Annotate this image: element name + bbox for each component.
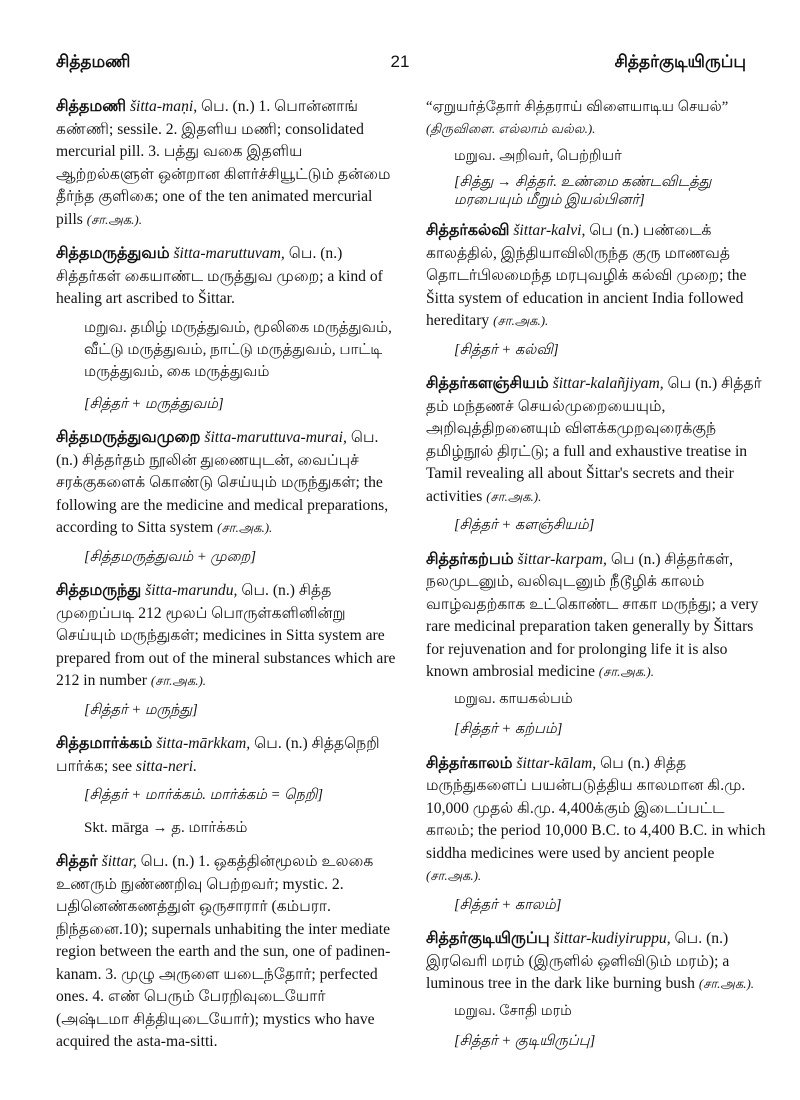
entry-sittarkalam [426, 753, 768, 917]
headword: சித்தமார்க்கம் [56, 735, 153, 752]
transliteration: šitta-maruttuva-murai, [204, 429, 347, 446]
transliteration: šittar, [101, 853, 137, 870]
source-ref: (சா.அக.). [426, 868, 482, 883]
transliteration: šitta-marundu, [145, 582, 238, 599]
etymology: [சித்தர் + குடியிருப்பு] [454, 1033, 596, 1049]
etymology: [சித்தர் + கற்பம்] [454, 721, 563, 737]
page-number: 21 [390, 52, 410, 71]
entry-sittar [56, 851, 401, 1054]
definition: பெ (n.) சித்தர் தம் மந்தணச் செயல்முறையையும், அறிவுத்திறனையும் விளக்கமுறவுரைக்குந் தமிழ்நூல் திரட்டு; a full and exhaustive treatise in Tamil revealing all about Šittar's secrets and their activities [426, 375, 762, 505]
headword: சித்தர்காலம் [426, 754, 513, 772]
definition: பெ. (n.) சித்தர்தம் நூலின் துணையுடன், வைப்புச் சரக்குகளைக் கொண்டு செய்யும் மருந்துகள்; the following are the medicine and medical preparations, according to Sitta system [56, 429, 389, 536]
definition: பெ (n.) பண்டைக் காலத்தில், இந்தியாவிலிருந்த குரு மாணவத் தொடர்பிலமைந்த மரபுவழிக் கல்வி முறை; the Šitta system of education in ancient India followed hereditary [426, 222, 747, 329]
transliteration: šittar-kalañjiyam, [552, 375, 664, 392]
headword: சித்தர்களஞ்சியம் [426, 375, 549, 392]
source-ref: (சா.அக.). [217, 520, 273, 535]
source-ref: (சா.அக.). [493, 313, 549, 328]
running-header [38, 52, 762, 78]
transliteration: šitta-maṇi, [129, 98, 198, 115]
entry-sittarkalvi [426, 220, 768, 361]
source-ref: (சா.அக.). [486, 488, 542, 504]
left-column [56, 96, 401, 1066]
headword: சித்தமணி [56, 98, 127, 115]
quote-text: “ஏறுயர்த்தோர் சித்தராய் விளையாடிய செயல்” [426, 99, 729, 115]
transliteration: šittar-kālam, [516, 754, 597, 772]
synonyms: மறுவ. தமிழ் மருத்துவம், மூலிகை மருத்துவம், வீட்டு மருத்துவம், நாட்டு மருத்துவம், பாட்டி மருத்துவம், கை மருத்துவம் [84, 319, 392, 380]
quote-source: (திருவிளை. எல்லாம் வல்ல.). [426, 121, 596, 136]
transliteration: šitta-mārkkam, [156, 735, 251, 752]
etymology: [சித்தர் + கல்வி] [454, 341, 559, 358]
etymology: [சித்தர் + மருத்துவம்] [84, 395, 224, 412]
definition: பெ (n.) சித்தர்கள், நலமுடனும், வலிவுடனும் நீடூழிக் காலம் வாழ்வதற்காக உட்கொண்ட சாகா மருந்து; a very rare medicinal preparation taken generally by Šittars for rejuvenation and for prolonging life it is also known ambrosial medicine [426, 550, 759, 680]
etymology: [சித்தர் + மருந்து] [84, 701, 198, 718]
right-column [426, 96, 768, 1065]
headword: சித்தமருத்துவமுறை [56, 429, 201, 446]
entry-sittamaruttuvam [56, 243, 401, 415]
header-right-word: சித்தர்குடியிருப்பு [614, 52, 746, 71]
entry-sittamarkkam [56, 733, 401, 839]
synonyms: மறுவ. அறிவர், பெற்றியர் [454, 148, 622, 164]
source-ref: (சா.அக.). [150, 673, 207, 688]
source-ref: (சா.அக.). [598, 664, 654, 679]
etymology: [சித்து → சித்தர். உண்மை கண்டவிடத்து மரபையும் மீறும் இயல்பினர்] [454, 174, 712, 208]
headword: சித்தர்கற்பம் [426, 550, 514, 568]
definition: பெ. (n.) 1. ஒகத்தின்மூலம் உலகை உணரும் நுண்ணறிவு பெற்றவர்; mystic. 2. பதினெண்கணத்துள் ஒருசாரார் (கம்பரா. நிந்தனை.10); supernals unhabiting the inter mediate region between the earth and the sun, one of padinen-kanam. 3. முழு அருளை யடைந்தோர்; perfected ones. 4. எண் பெரும் பேரறிவுடையோர் (அஷ்டமா சித்தியுடையோர்); mystics who have acquired the asta-ma-sitti. [56, 853, 391, 1050]
definition: பெ (n.) சித்த மருந்துகளைப் பயன்படுத்திய காலமான கி.மு. 10,000 முதல் கி.மு. 4,400க்கும் இடைப்பட்ட காலம்; the period 10,000 B.C. to 4,400 B.C. in which siddha medicines were used by ancient people [426, 754, 766, 862]
headword: சித்தமருந்து [56, 582, 142, 599]
definition: பெ. (n.) 1. பொன்னாங் கண்ணி; sessile. 2. இதளிய மணி; consolidated mercurial pill. 3. பத்து வகை இதளிய ஆற்றல்களுள் ஒன்றான கிளர்ச்சியூட்டும் தன்மை தீர்ந்த குளிகை; one of the ten animated mercurial pills [56, 98, 391, 228]
definition: பெ. (n.) சித்தநெறி பார்க்க; see [56, 735, 380, 775]
cross-reference: sitta-neri. [135, 757, 197, 775]
entry-sittarkalanjiyam [426, 373, 768, 537]
transliteration: šittar-kudiyiruppu, [553, 930, 671, 947]
definition: பெ. (n.) இரவெரி மரம் (இருளில் ஒளிவிடும் மரம்); a luminous tree in the dark like burning bush [426, 930, 730, 992]
headword: சித்தர்குடியிருப்பு [426, 930, 550, 947]
synonyms: மறுவ. காயகல்பம் [454, 690, 573, 707]
header-left-word: சித்தமணி [56, 52, 131, 71]
transliteration: šittar-karpam, [517, 550, 607, 568]
entry-sittamaruttuvamurai [56, 427, 401, 568]
entry-sittarkarpam [426, 549, 768, 741]
headword: சித்தர்கல்வி [426, 222, 510, 239]
etymology: [சித்தர் + களஞ்சியம்] [454, 517, 595, 533]
definition: பெ. (n.) சித்தர்கள் கையாண்ட மருத்துவ முறை; a kind of healing art ascribed to Šittar. [56, 245, 383, 307]
etymology: [சித்தர் + மார்க்கம். மார்க்கம் = நெறி] [84, 787, 324, 803]
quotation [426, 96, 768, 140]
entry-sittamarundu [56, 580, 401, 721]
etymology: [சித்தர் + காலம்] [454, 896, 562, 913]
etymology: [சித்தமருத்துவம் + முறை] [84, 548, 257, 565]
source-ref: (சா.அக.). [698, 976, 755, 991]
definition: பெ. (n.) சித்த முறைப்படி 212 மூலப் பொருள்களினின்று செய்யும் மருந்துகள்; medicines in Sitta system are prepared from out of the mineral substances which are 212 in number [56, 582, 396, 689]
entry-sittarkudiyiruppu [426, 928, 768, 1053]
synonyms: மறுவ. சோதி மரம் [454, 1002, 572, 1019]
transliteration: šittar-kalvi, [513, 222, 586, 239]
source-ref: (சா.அக.). [86, 211, 142, 227]
sanskrit-note: Skt. mārga → த. மார்க்கம் [84, 819, 248, 836]
headword: சித்தமருத்துவம் [56, 245, 170, 262]
transliteration: šitta-maruttuvam, [173, 245, 285, 262]
headword: சித்தர் [56, 853, 98, 870]
entry-sittamani [56, 96, 401, 231]
